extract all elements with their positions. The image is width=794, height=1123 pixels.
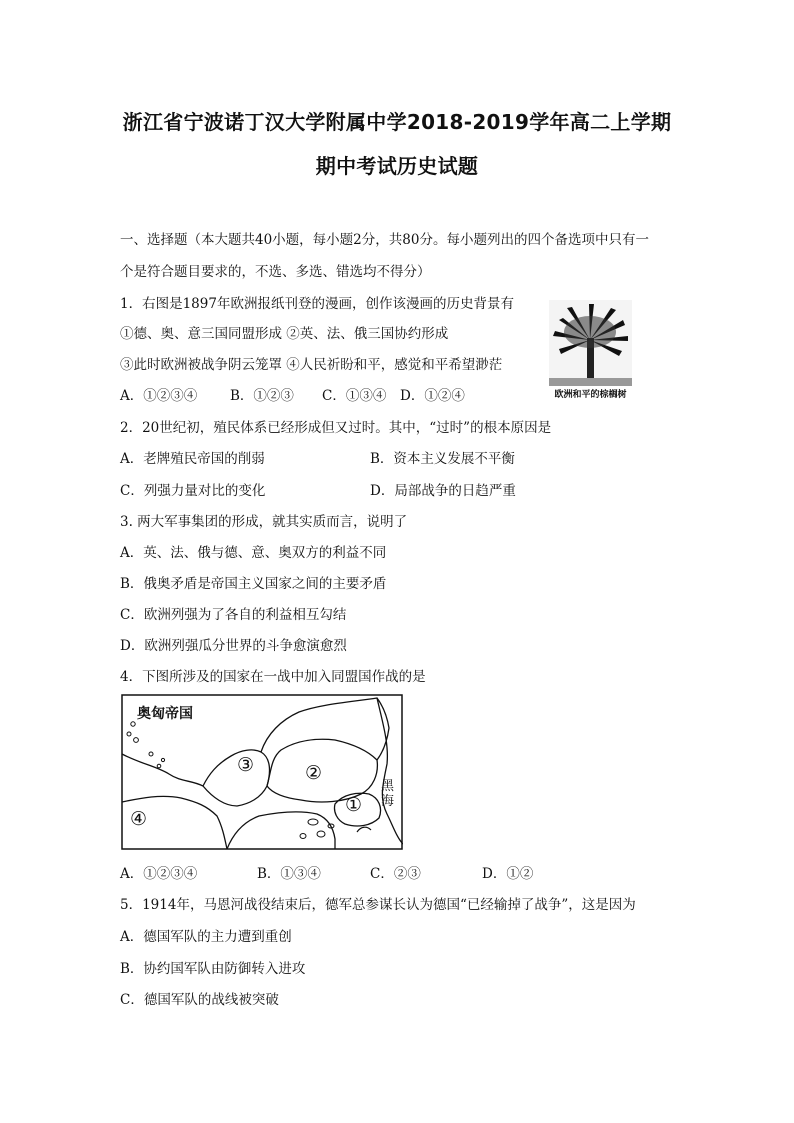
q2-option-c: C．列强力量对比的变化 [120,483,266,499]
q3-option-b: B．俄奥矛盾是帝国主义国家之间的主要矛盾 [120,576,387,592]
q5-option-c: C．德国军队的战线被突破 [120,992,279,1008]
q2-option-a: A．老牌殖民帝国的削弱 [120,451,265,467]
q4-option-b: B．①③④ [257,866,321,882]
q5-option-b: B．协约国军队由防御转入进攻 [120,961,306,977]
map-label-black-sea: 黑海 [381,779,395,809]
palm-tree-icon [549,300,632,386]
q1-option-c: C．①③④ [322,388,387,404]
section-instructions-line1: 一、选择题（本大题共40小题，每小题2分，共80分。每小题列出的四个备选项中只有一 [120,232,649,248]
palm-tree-cartoon-image [549,300,632,400]
map-title-austria-hungary: 奥匈帝国 [137,706,193,722]
q1-option-b: B．①②③ [230,388,294,404]
q5-option-a: A．德国军队的主力遭到重创 [120,929,292,945]
map-region-4: ④ [130,808,148,830]
q3-option-d: D．欧洲列强瓜分世界的斗争愈演愈烈 [120,638,347,654]
exam-title-line2: 期中考试历史试题 [315,154,479,178]
exam-title-line1: 浙江省宁波诺丁汉大学附属中学2018-2019学年高二上学期 [122,110,672,134]
q4-option-a: A．①②③④ [120,866,198,882]
map-region-2: ② [305,762,323,784]
q4-stem: 4．下图所涉及的国家在一战中加入同盟国作战的是 [120,669,426,685]
q4-option-d: D．①② [482,866,534,882]
q2-stem: 2．20世纪初，殖民体系已经形成但又过时。其中，“过时”的根本原因是 [120,420,552,436]
q3-stem: 3. 两大军事集团的形成，就其实质而言，说明了 [120,514,408,530]
q2-option-b: B．资本主义发展不平衡 [370,451,515,467]
q2-option-d: D．局部战争的日趋严重 [370,483,516,499]
q1-option-d: D．①②④ [400,388,465,404]
palm-image-caption: 欧洲和平的棕榈树 [554,390,627,400]
section-instructions-line2: 个是符合题目要求的，不选、多选、错选均不得分） [120,264,431,280]
q1-item-line2: ③此时欧洲被战争阴云笼罩 ④人民祈盼和平，感觉和平希望渺茫 [120,357,503,373]
q1-option-a: A．①②③④ [120,388,198,404]
q3-option-c: C．欧洲列强为了各自的利益相互勾结 [120,607,347,623]
map-region-1: ① [345,794,363,816]
q1-stem: 1．右图是1897年欧洲报纸刊登的漫画，创作该漫画的历史背景有 [120,296,514,312]
q1-item-line1: ①德、奥、意三国同盟形成 ②英、法、俄三国协约形成 [120,326,449,342]
map-region-3: ③ [237,754,255,776]
balkan-map [121,694,403,850]
q5-stem: 5．1914年，马恩河战役结束后，德军总参谋长认为德国“已经输掉了战争”，这是因为 [120,897,636,913]
q3-option-a: A．英、法、俄与德、意、奥双方的利益不同 [120,545,387,561]
q4-option-c: C．②③ [370,866,421,882]
